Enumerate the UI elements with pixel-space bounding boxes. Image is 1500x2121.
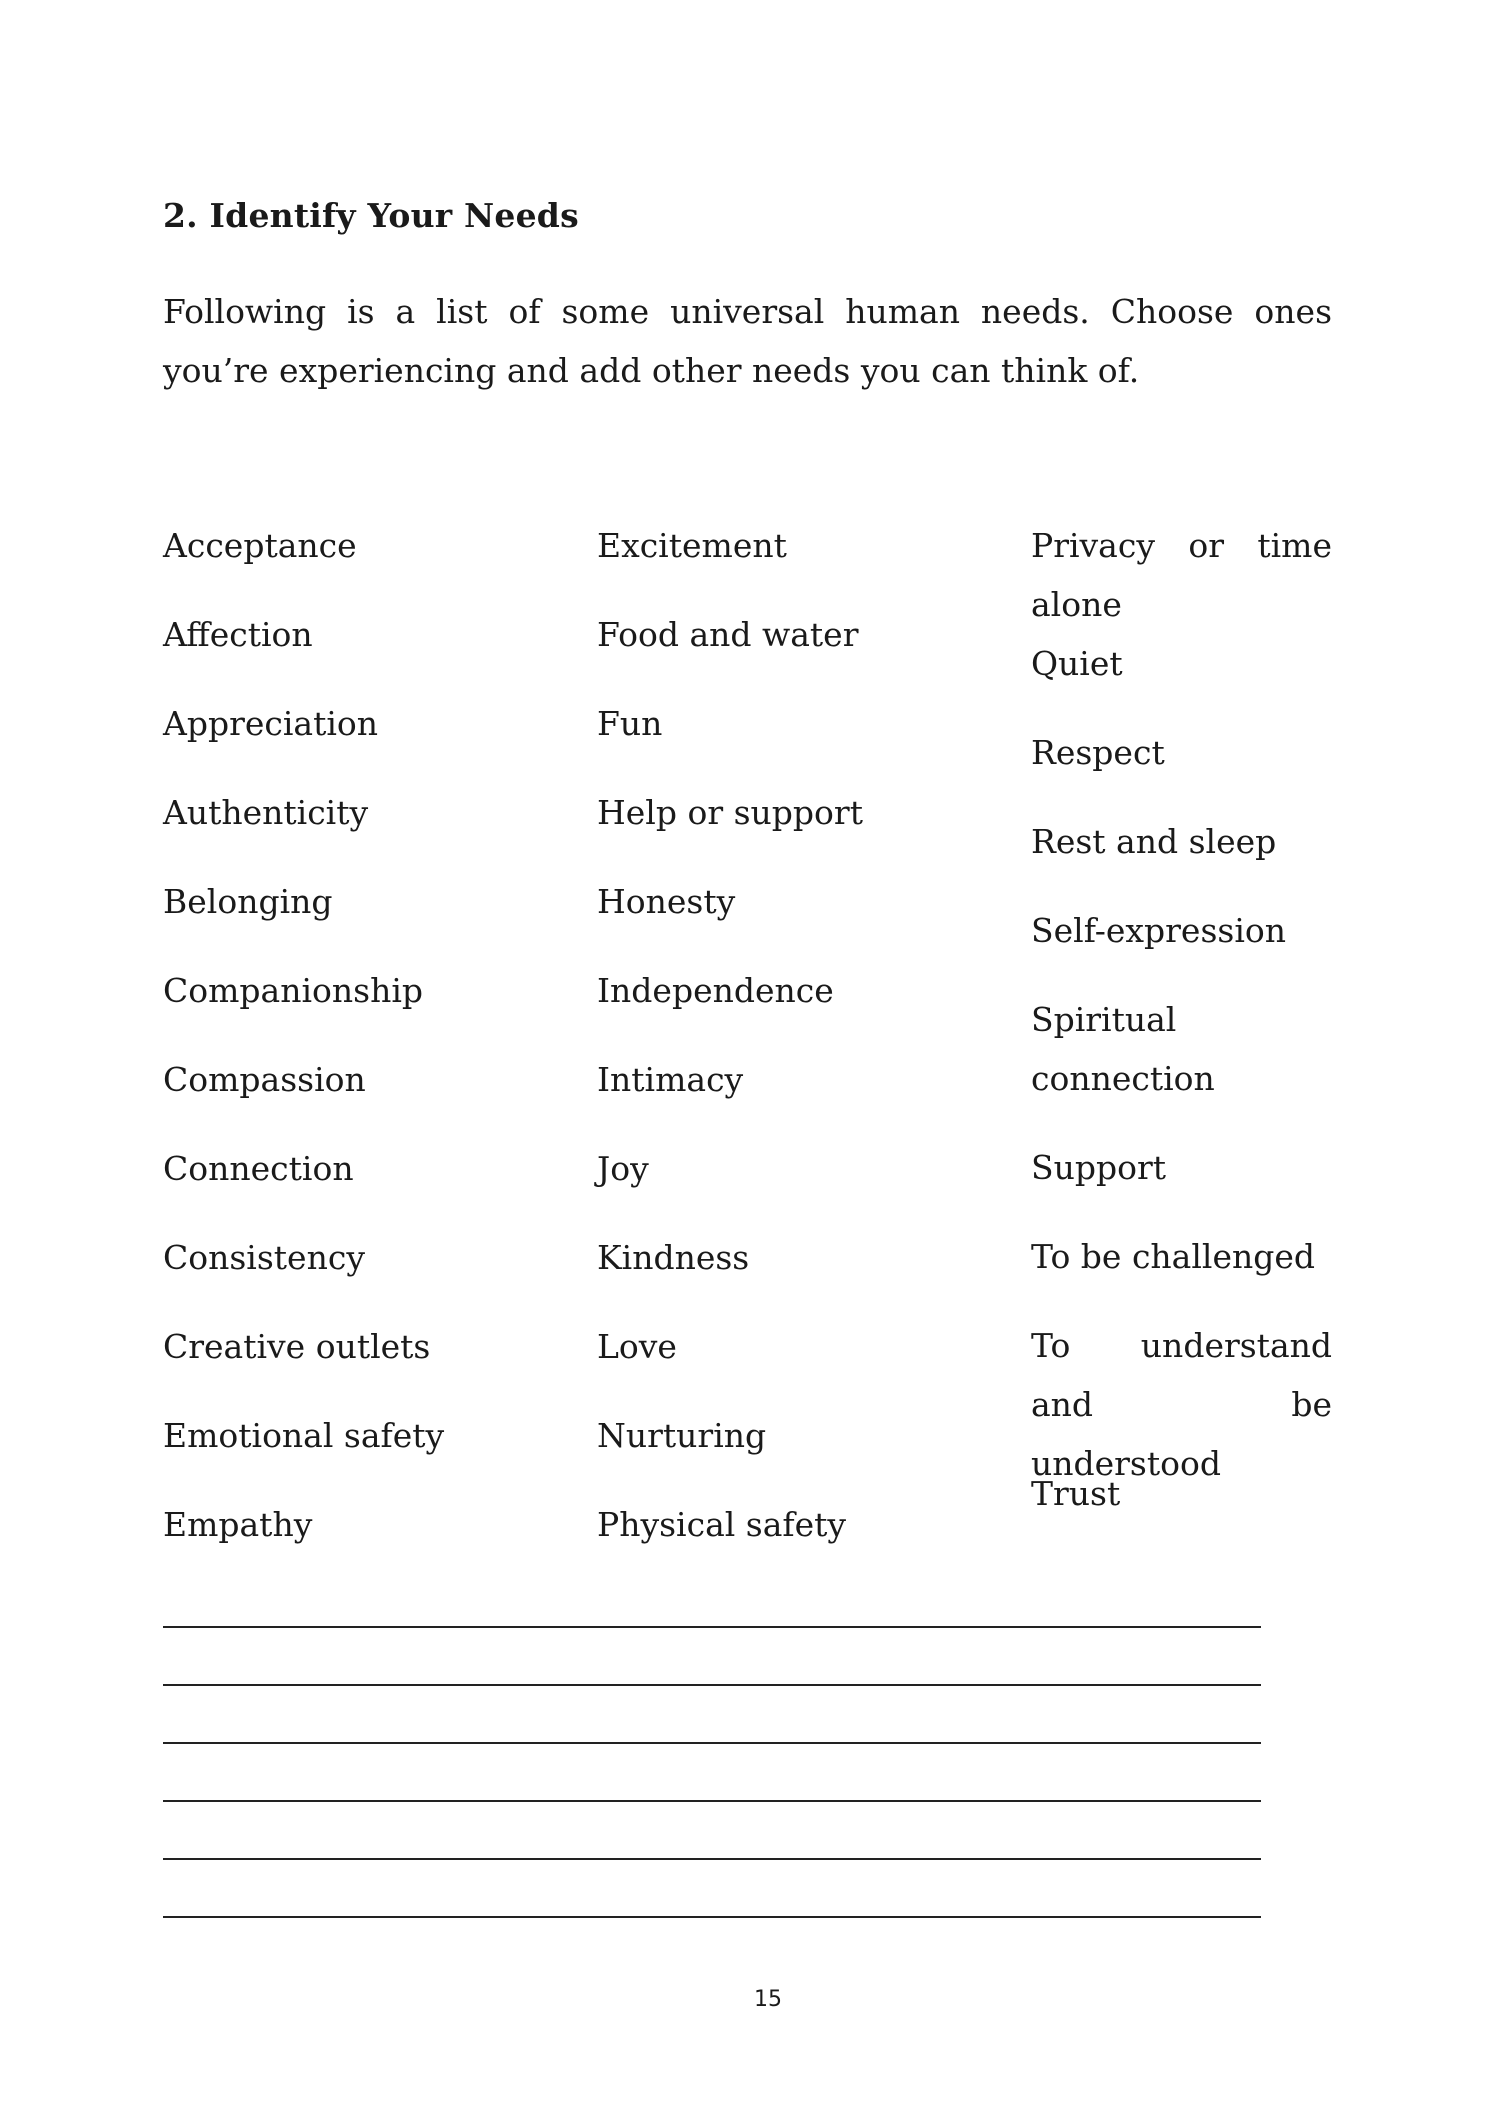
needs-column-3 [1031, 516, 1332, 1553]
needs-column-1 [163, 516, 543, 1584]
write-in-line[interactable] [163, 1626, 1261, 1628]
need-item: Excitement [597, 526, 787, 565]
need-item: To understand and be understood [1031, 1326, 1332, 1483]
need-item: Respect [1031, 733, 1165, 772]
need-item: Empathy [163, 1505, 313, 1544]
need-item: Fun [597, 704, 663, 743]
need-item: Quiet [1031, 644, 1123, 683]
need-item: Support [1031, 1148, 1167, 1187]
need-item: Trust [1031, 1474, 1121, 1513]
write-in-line[interactable] [163, 1800, 1261, 1802]
write-in-line[interactable] [163, 1916, 1261, 1918]
need-item: Connection [163, 1149, 354, 1188]
need-item: Creative outlets [163, 1327, 431, 1366]
need-item: Food and water [597, 615, 859, 654]
need-item: Acceptance [163, 526, 357, 565]
write-in-line[interactable] [163, 1858, 1261, 1860]
need-item: Emotional safety [163, 1416, 445, 1455]
need-item: Affection [163, 615, 313, 654]
intro-paragraph: Following is a list of some universal human needs. Choose ones you’re experiencing and add other needs you can think of. [163, 292, 1332, 390]
need-item: Belonging [163, 882, 333, 921]
need-item: Compassion [163, 1060, 366, 1099]
need-item: Self-expression [1031, 911, 1286, 950]
write-in-line[interactable] [163, 1742, 1261, 1744]
need-item: To be challenged [1031, 1237, 1316, 1276]
need-item: Privacy or time alone [1031, 526, 1332, 624]
section-heading: 2. Identify Your Needs [163, 196, 579, 235]
need-item: Nurturing [597, 1416, 767, 1455]
need-item: Joy [597, 1149, 649, 1188]
need-item: Independence [597, 971, 834, 1010]
page-number: 15 [754, 1987, 782, 2012]
need-item: Kindness [597, 1238, 750, 1277]
need-item: Help or support [597, 793, 863, 832]
need-item: Appreciation [163, 704, 379, 743]
need-item: Physical safety [597, 1505, 847, 1544]
need-item: Love [597, 1327, 677, 1366]
needs-column-2 [597, 516, 977, 1584]
need-item: Rest and sleep [1031, 822, 1277, 861]
write-in-line[interactable] [163, 1684, 1261, 1686]
need-item: Companionship [163, 971, 424, 1010]
need-item: Spiritual connection [1031, 1000, 1215, 1098]
need-item: Authenticity [163, 793, 369, 832]
need-item: Intimacy [597, 1060, 744, 1099]
need-item: Consistency [163, 1238, 365, 1277]
write-in-lines [163, 1626, 1261, 1974]
need-item: Honesty [597, 882, 736, 921]
